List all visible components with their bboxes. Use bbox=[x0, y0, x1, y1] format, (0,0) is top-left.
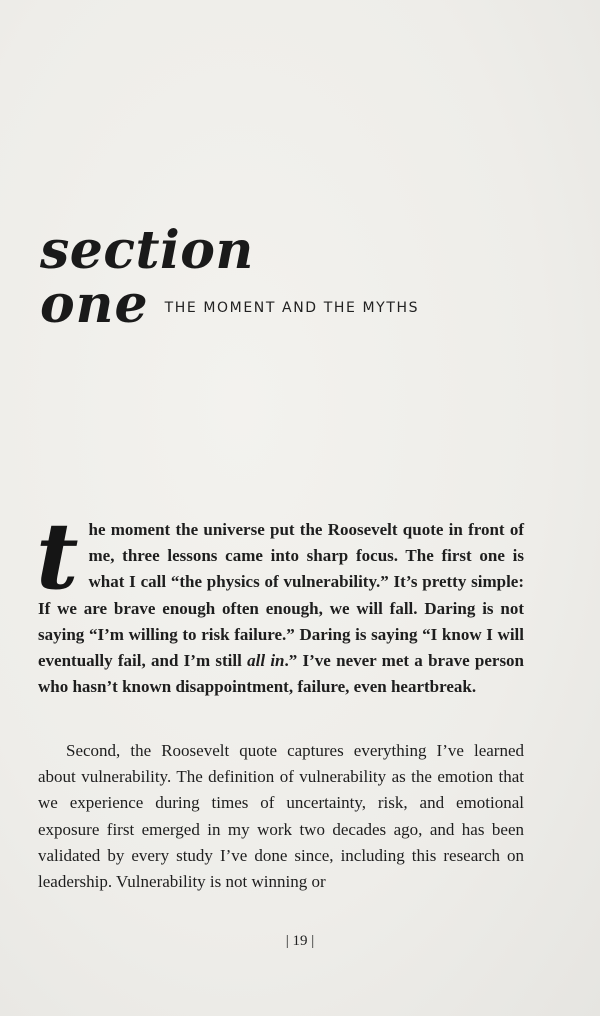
page-number: | 19 | bbox=[285, 933, 315, 949]
section-title-word-two: one bbox=[40, 274, 149, 335]
paragraph-1 bbox=[36, 502, 525, 700]
section-heading bbox=[40, 220, 580, 335]
paragraph-1-text-b: .” I’ve never met a brave person who hasn’t known disappointment, failure, even heartbreak. bbox=[38, 651, 525, 697]
section-subtitle: THE MOMENT AND THE MYTHS bbox=[164, 300, 420, 316]
paragraph-2: Second, the Roosevelt quote captures everything I’ve learned about vulnerability. The definition of vulnerability as the emotion that we experience during times of uncertainty, risk, and emotional exposure first emerged in my work two decades ago, and has been validated by every study I’ve done since, including this research on leadership. Vulnerability is not winning or bbox=[38, 741, 524, 892]
section-title-word-one: section bbox=[40, 220, 254, 281]
paragraph-1-text-a: he moment the universe put the Roosevelt quote in front of me, three lessons came into sharp focus. The first one is what I call “the physics of vulnerability.” It’s pretty simple: If we are brave enough often enough, we will fall. Daring is not saying “I’m willing to risk failure.” Daring is saying “I know I will eventually fail, and I’m still bbox=[38, 520, 524, 671]
drop-cap: t bbox=[36, 502, 79, 610]
paragraph-1-italic: all in bbox=[247, 651, 285, 671]
